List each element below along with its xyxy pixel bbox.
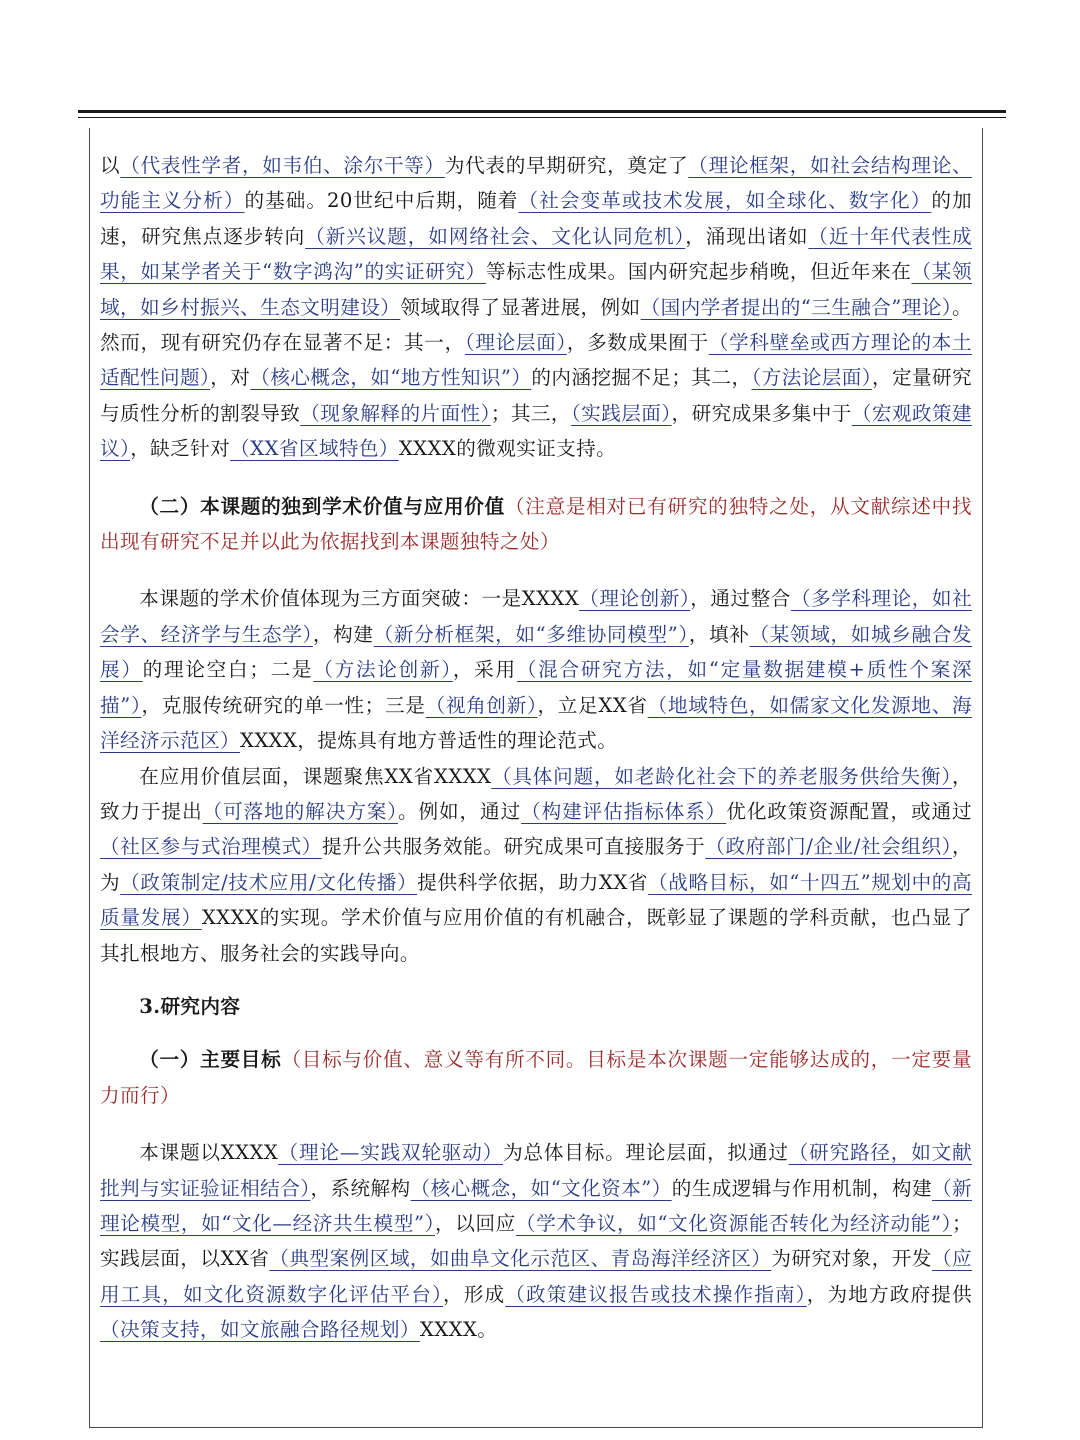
text-run: ，缺乏针对	[130, 437, 231, 461]
heading-text: 3.研究内容	[139, 994, 241, 1018]
placeholder-text: （社会变革或技术发展，如全球化、数字化）	[518, 189, 932, 213]
placeholder-text: （学术争议，如“文化资源能否转化为经济动能”）	[515, 1211, 953, 1235]
placeholder-text: （政策制定/技术应用/文化传播）	[120, 870, 418, 894]
text-run: XXXX。	[419, 1318, 498, 1342]
text-run: XXXX的微观实证支持。	[398, 437, 617, 461]
note-text: （注意是相对已有研究的独特之处，从文献综述中找出现有研究不足并以此为依据找到本课题独特之处）	[100, 494, 972, 554]
text-run: XXXX，提炼具有地方普适性的理论范式。	[239, 729, 618, 753]
placeholder-text: （典型案例区域，如曲阜文化示范区、青岛海洋经济区）	[269, 1247, 772, 1271]
text-run: 领域取得了显著进展，例如	[400, 295, 641, 319]
paragraph-application-value	[100, 759, 972, 971]
placeholder-text: （实践层面）	[570, 401, 672, 425]
text-run: ，立足XX省	[537, 693, 648, 717]
placeholder-text: （具体问题，如老龄化社会下的养老服务供给失衡）	[491, 764, 952, 788]
text-run: 等标志性成果。国内研究起步稍晚，但近年来在	[486, 260, 912, 284]
text-run: ，形成	[443, 1282, 506, 1306]
text-run: 提升公共服务效能。研究成果可直接服务于	[321, 835, 706, 859]
placeholder-text: （可落地的解决方案）	[202, 799, 398, 823]
text-run: 的内涵挖掘不足；其二，	[531, 366, 752, 390]
text-run: 的基础。20世纪中后期，随着	[244, 189, 519, 213]
placeholder-text: （近十年代表性成果，如某学者关于“数字鸿沟”的实证研究）	[100, 224, 972, 284]
placeholder-text: （核心概念，如“地方性知识”）	[250, 366, 532, 390]
heading-unique-value	[100, 489, 972, 560]
placeholder-text: （社区参与式治理模式）	[100, 835, 322, 859]
text-run: ，定量研究与质性分析的割裂导致	[100, 366, 973, 425]
placeholder-text: （地域特色，如儒家文化发源地、海洋经济示范区）	[100, 693, 972, 753]
text-run: 为研究对象，开发	[771, 1247, 932, 1271]
text-run: 。然而，现有研究仍存在显著不足：其一，	[100, 295, 972, 355]
text-run: 的加速，研究焦点逐步转向	[100, 189, 972, 248]
text-run: 。例如，通过	[397, 799, 522, 823]
text-run: 的生成逻辑与作用机制，构建	[671, 1176, 932, 1200]
text-run: ；实践层面，以XX省	[100, 1211, 973, 1271]
placeholder-text: （新分析框架，如“多维协同模型”）	[373, 622, 689, 646]
heading-text: （一）主要目标	[139, 1048, 282, 1072]
text-run: ，系统解构	[310, 1176, 411, 1200]
placeholder-text: （国内学者提出的“三生融合”理论）	[640, 295, 952, 319]
text-run: 在应用价值层面，课题聚焦XX省XXXX	[139, 764, 492, 788]
placeholder-text: （新兴议题，如网络社会、文化认同危机）	[305, 224, 686, 248]
placeholder-text: （学科壁垒或西方理论的本土适配性问题）	[100, 331, 972, 390]
paragraph-literature-review	[100, 148, 972, 467]
text-run: ，克服传统研究的单一性；三是	[141, 693, 426, 717]
placeholder-text: （政策建议报告或技术操作指南）	[505, 1282, 807, 1306]
placeholder-text: （构建评估指标体系）	[521, 799, 727, 823]
placeholder-text: （理论层面）	[464, 331, 567, 355]
placeholder-text: （多学科理论，如社会学、经济学与生态学）	[100, 587, 972, 646]
placeholder-text: （理论—实践双轮驱动）	[278, 1141, 504, 1165]
placeholder-text: （决策支持，如文旅融合路径规划）	[100, 1318, 420, 1342]
placeholder-text: （核心概念，如“文化资本”）	[410, 1176, 672, 1200]
text-run: ，研究成果多集中于	[671, 401, 852, 425]
document-body	[100, 148, 972, 1348]
heading-text: （二）本课题的独到学术价值与应用价值	[139, 494, 505, 518]
placeholder-text: （政府部门/企业/社会组织）	[705, 835, 952, 859]
text-run: 以	[100, 154, 121, 177]
placeholder-text: （研究路径，如文献批判与实证验证相结合）	[100, 1141, 972, 1200]
header-rule-thin	[78, 117, 1006, 118]
text-run: ，多数成果囿于	[566, 331, 709, 355]
placeholder-text: （某领域，如城乡融合发展）	[100, 622, 972, 682]
placeholder-text: （视角创新）	[425, 693, 538, 717]
placeholder-text: （战略目标，如“十四五”规划中的高质量发展）	[100, 870, 972, 930]
placeholder-text: （方法论创新）	[313, 658, 453, 682]
text-run: ，填补	[688, 622, 750, 646]
placeholder-text: （XX省区域特色）	[230, 437, 399, 461]
text-run: XXXX的实现。学术价值与应用价值的有机融合，既彰显了课题的学科贡献，也凸显了其扎根地方、服务社会的实践导向。	[100, 906, 972, 965]
placeholder-text: （理论框架，如社会结构理论、功能主义分析）	[100, 154, 972, 213]
text-run: ，构建	[312, 622, 374, 646]
placeholder-text: （新理论模型，如“文化—经济共生模型”）	[100, 1176, 972, 1235]
text-run: 本课题以XXXX	[139, 1141, 279, 1165]
paragraph-academic-value	[100, 581, 972, 758]
text-run: 提供科学依据，助力XX省	[417, 870, 649, 894]
placeholder-text: （代表性学者，如韦伯、涂尔干等）	[120, 154, 445, 177]
text-run: ，为	[100, 835, 972, 894]
text-run: 的理论空白；二是	[142, 658, 314, 682]
placeholder-text: （理论创新）	[579, 587, 691, 611]
text-run: ，致力于提出	[100, 764, 972, 823]
text-run: ，为地方政府提供	[806, 1282, 973, 1306]
header-rule-thick	[78, 110, 1006, 113]
text-run: ，涌现出诸如	[685, 224, 809, 248]
placeholder-text: （方法论层面）	[751, 366, 872, 390]
heading-main-goals	[100, 1042, 972, 1113]
text-run: 为总体目标。理论层面，拟通过	[503, 1141, 789, 1165]
heading-research-content	[100, 989, 972, 1024]
paragraph-main-goals	[100, 1135, 972, 1347]
text-run: 本课题的学术价值体现为三方面突破：一是XXXX	[139, 587, 580, 611]
text-run: 优化政策资源配置，或通过	[726, 799, 972, 823]
placeholder-text: （宏观政策建议）	[100, 401, 972, 461]
text-run: ，采用	[452, 658, 517, 682]
text-run: 为代表的早期研究，奠定了	[444, 154, 689, 177]
placeholder-text: （应用工具，如文化资源数字化评估平台）	[100, 1247, 973, 1306]
text-run: ，以回应	[435, 1211, 516, 1235]
text-run: ；其三，	[490, 401, 571, 425]
placeholder-text: （某领域，如乡村振兴、生态文明建设）	[100, 260, 972, 319]
placeholder-text: （混合研究方法，如“定量数据建模+质性个案深描”）	[100, 658, 973, 717]
note-text: （目标与价值、意义等有所不同。目标是本次课题一定能够达成的，一定要量力而行）	[100, 1048, 972, 1107]
text-run: ，对	[210, 366, 251, 390]
text-run: ，通过整合	[690, 587, 791, 611]
placeholder-text: （现象解释的片面性）	[300, 401, 491, 425]
